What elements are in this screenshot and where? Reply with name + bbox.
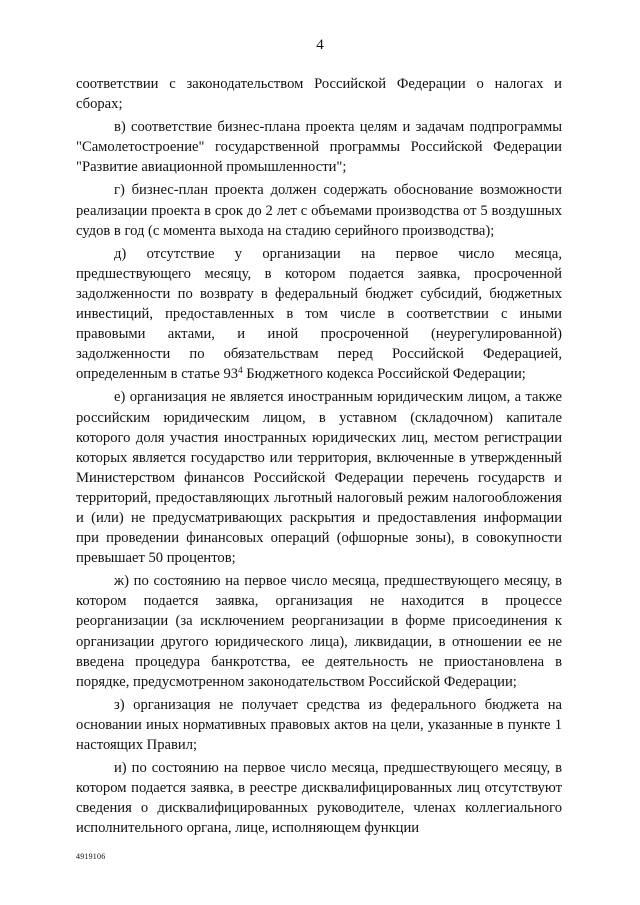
paragraph-item-zh: ж) по состоянию на первое число месяца, предшествующего месяцу, в котором подается заявка, организация не находится в процессе реорганизации (за исключением реорганизации в форме присоединения к организации другого юридического лица), ликвидации, в отношении ее не введена процедура банкротства, ее деятельность не приостановлена в порядке, предусмотренном законодательством Российской Федерации; <box>76 573 562 690</box>
paragraph-item-v: в) соответствие бизнес-плана проекта целям и задачам подпрограммы "Самолетостроение" государственной программы Российской Федерации "Развитие авиационной промышленности"; <box>76 119 562 176</box>
paragraph-continuation: соответствии с законодательством Российской Федерации о налогах и сборах; <box>76 76 562 113</box>
page-number: 4 <box>316 37 324 53</box>
paragraph-item-g: г) бизнес-план проекта должен содержать обоснование возможности реализации проекта в срок до 2 лет с объемами производства от 5 воздушных судов в год (с момента выхода на стадию серийного производства); <box>76 182 562 239</box>
paragraph-item-z: з) организация не получает средства из федерального бюджета на основании иных нормативных правовых актов на цели, указанные в пункте 1 настоящих Правил; <box>76 696 562 753</box>
article-superscript: 4 <box>238 365 243 376</box>
paragraph-item-d-text: д) отсутствие у организации на первое число месяца, предшествующего месяцу, в котором подается заявка, просроченной задолженности по возврату в федеральный бюджет субсидий, бюджетных инвестиций, предоставленных в том числе в соответствии с иными правовыми актами, и иной просроченной (неурегулированной) задолженности по обязательствам перед Российской Федерацией, определенным в статье 93 <box>76 245 562 383</box>
paragraph-item-d-text-after: Бюджетного кодекса Российской Федерации; <box>242 366 526 383</box>
paragraph-item-i: и) по состоянию на первое число месяца, предшествующего месяцу, в котором подается заявка, в реестре дисквалифицированных лиц отсутствуют сведения о дисквалифицированных руководителе, членах коллегиального исполнительного органа, лице, исполняющем функции <box>76 760 562 837</box>
document-code: 4919106 <box>76 852 106 861</box>
document-body <box>76 74 562 841</box>
paragraph-item-d <box>76 244 562 385</box>
paragraph-item-e: е) организация не является иностранным юридическим лицом, а также российским юридическим лицом, в уставном (складочном) капитале которого доля участия иностранных юридических лиц, местом регистрации которых является государство или территория, включенные в утвержденный Министерством финансов Российской Федерации перечень государств и территорий, предоставляющих льготный налоговый режим налогообложения и (или) не предусматривающих раскрытия и предоставления информации при проведении финансовых операций (офшорные зоны), в совокупности превышает 50 процентов; <box>76 389 562 567</box>
